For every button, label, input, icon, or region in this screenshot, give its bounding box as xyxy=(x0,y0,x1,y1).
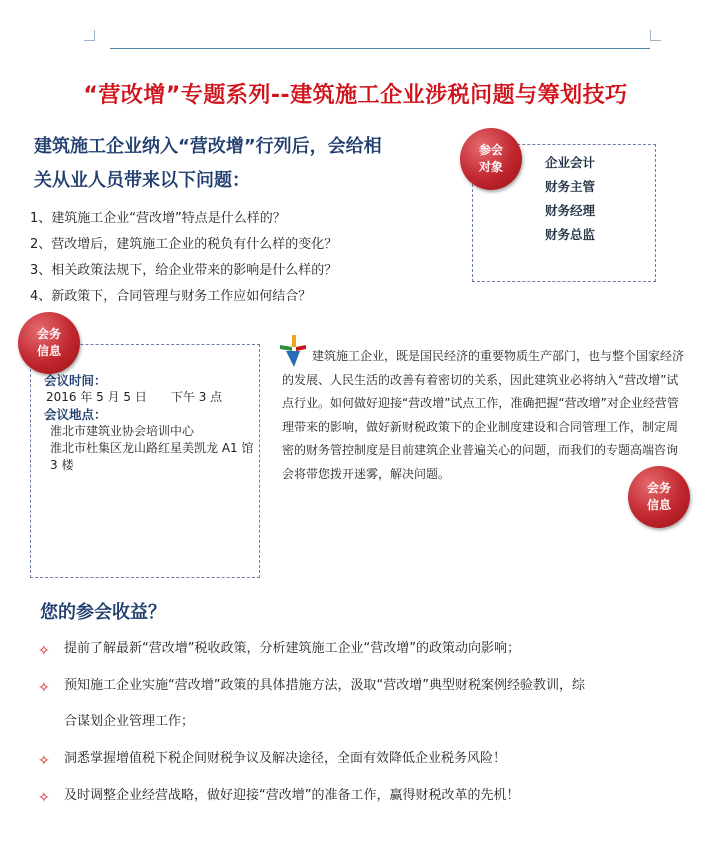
audience-item: 财务经理 xyxy=(545,203,596,218)
question-item: 4、新政策下，合同管理与财务工作应如何结合？ xyxy=(30,289,312,304)
badge-text: 信息 xyxy=(36,344,61,358)
description-text: 建筑施工企业，既是国民经济的重要物质生产部门，也与整个国家经济的发展、人民生活的改善有着密切的关系，因此建筑业必将纳入“营改增”试点行业。如何做好迎接“营改增”试点工作，准确把握“营改增”对企业经营管理带来的影响，做好新财税政策下的企业制度建设和合同管理工作，制定周密的财务管控制度是目前建筑企业普遍关心的问题，而我们的专题高端咨询会将带您拨开迷雾，解决问题。 xyxy=(282,349,685,481)
benefit-text-continued: 合谋划企业管理工作； xyxy=(64,714,195,729)
badge-text: 对象 xyxy=(478,160,503,174)
badge-text: 会务 xyxy=(646,481,671,495)
badge-text: 会务 xyxy=(36,327,61,341)
intro-heading xyxy=(34,130,464,198)
meeting-info xyxy=(44,372,254,474)
benefits-heading: 您的参会收益？ xyxy=(40,602,166,623)
benefit-item xyxy=(38,783,678,809)
badge-text: 参会 xyxy=(478,143,503,157)
page-corner-mark xyxy=(650,30,661,41)
benefit-text: 提前了解最新“营改增”税收政策，分析建筑施工企业“营改增”的政策动向影响； xyxy=(64,641,520,656)
intro-heading-line: 关从业人员带来以下问题： xyxy=(34,170,250,191)
meeting-info-badge xyxy=(18,312,80,374)
benefit-text: 洞悉掌握增值税下税企间财税争议及解决途径，全面有效降低企业税务风险！ xyxy=(64,751,507,766)
question-item: 1、建筑施工企业“营改增”特点是什么样的？ xyxy=(30,211,286,226)
badge-text: 信息 xyxy=(646,498,671,512)
benefit-text: 及时调整企业经营战略，做好迎接“营改增”的准备工作，赢得财税改革的先机！ xyxy=(64,788,520,803)
meeting-time-label: 会议时间： xyxy=(44,373,107,388)
question-item: 2、营改增后，建筑施工企业的税负有什么样的变化？ xyxy=(30,237,338,252)
diamond-bullet-icon: ✧ xyxy=(38,753,50,769)
header-rule xyxy=(110,48,650,49)
diamond-bullet-icon: ✧ xyxy=(38,680,50,696)
audience-item: 财务总监 xyxy=(545,227,596,242)
benefit-item xyxy=(38,636,678,662)
audience-badge xyxy=(460,128,522,190)
page-corner-mark xyxy=(84,30,95,41)
question-item: 3、相关政策法规下，给企业带来的影响是什么样的？ xyxy=(30,263,338,278)
benefits-list xyxy=(38,636,678,820)
meeting-time-value: 2016 年 5 月 5 日 下午 3 点 xyxy=(46,390,223,404)
benefit-item xyxy=(38,746,678,772)
audience-list xyxy=(545,151,595,247)
intro-heading-line: 建筑施工企业纳入“营改增”行列后，会给相 xyxy=(34,136,382,157)
audience-item: 企业会计 xyxy=(545,155,596,170)
meeting-place-value: 淮北市建筑业协会培训中心 xyxy=(50,424,195,438)
question-list xyxy=(30,206,470,310)
diamond-bullet-icon: ✧ xyxy=(38,643,50,659)
audience-item: 财务主管 xyxy=(545,179,596,194)
benefit-item xyxy=(38,673,678,735)
diamond-bullet-icon: ✧ xyxy=(38,790,50,806)
description-badge xyxy=(628,466,690,528)
benefit-text: 预知施工企业实施“营改增”政策的具体措施方法，汲取“营改增”典型财税案例经验教训，综 xyxy=(64,678,585,693)
meeting-place-label: 会议地点： xyxy=(44,407,107,422)
meeting-place-value: 淮北市杜集区龙山路红星美凯龙 A1 馆 3 楼 xyxy=(50,441,254,472)
page-title: “营改增”专题系列--建筑施工企业涉税问题与筹划技巧 xyxy=(83,83,628,108)
